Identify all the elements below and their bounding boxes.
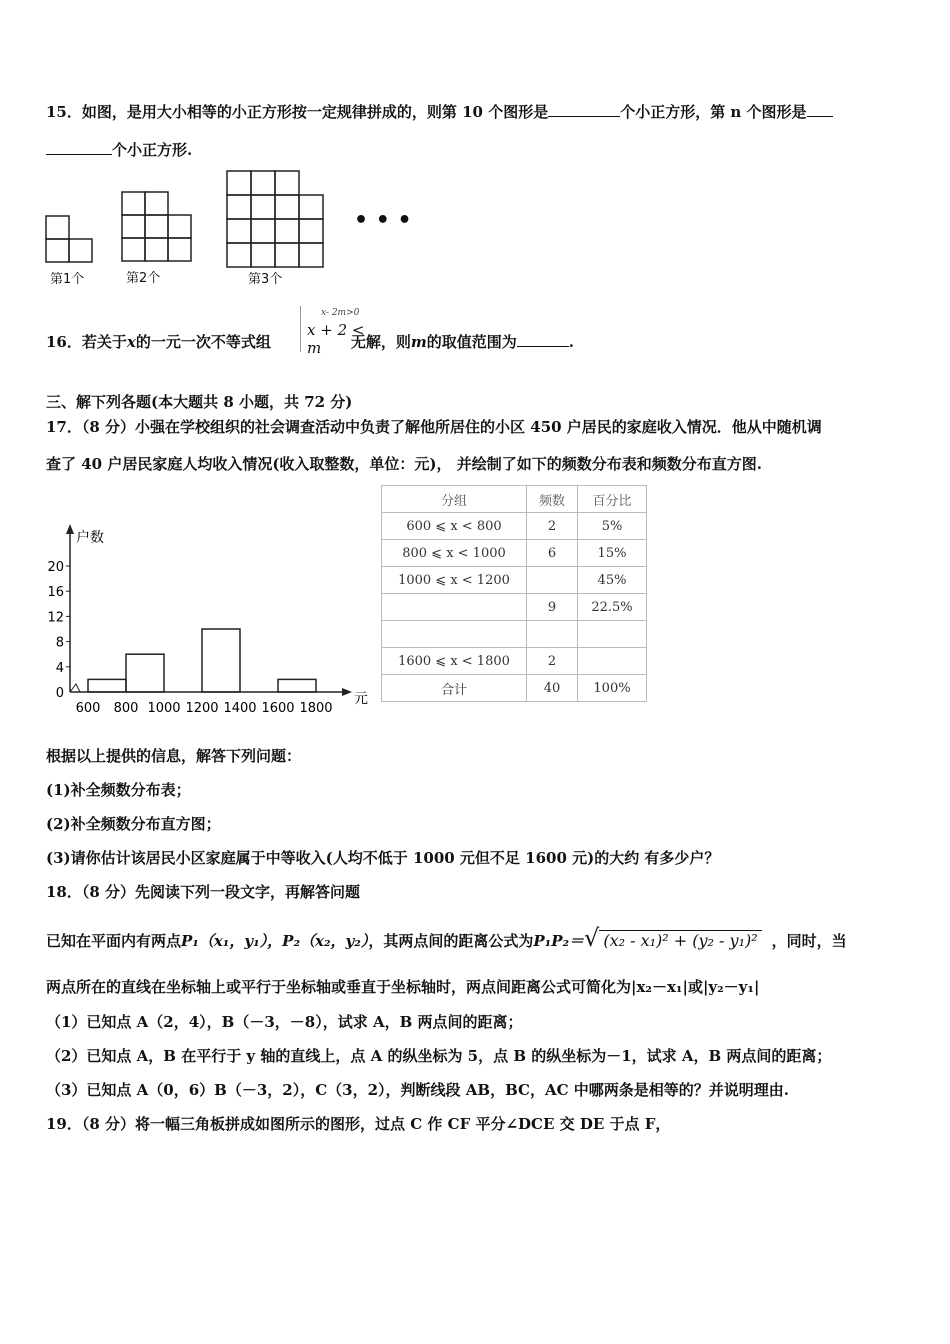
table-cell: 45% (578, 567, 647, 594)
table-row (382, 567, 647, 594)
q18-sub1: （1）已知点 A（2，4），B（－3，－8），试求 A，B 两点间的距离； (46, 1013, 523, 1031)
answer-blank[interactable] (517, 332, 569, 347)
q18-sub2: （2）已知点 A，B 在平行于 y 轴的直线上，点 A 的纵坐标为 5，点 B 的纵坐标为－1，试求 A，B 两点间的距离； (46, 1047, 832, 1065)
q18-title: 18．（8 分）先阅读下列一段文字，再解答问题 (46, 883, 361, 901)
table-cell[interactable] (578, 621, 647, 648)
y-tick-label: 4 (55, 660, 64, 676)
histogram-bar (126, 654, 164, 692)
q17-sub2: (2)补全频数分布直方图； (46, 815, 221, 833)
y-tick-label: 12 (47, 610, 64, 626)
q15-line1: 15．如图，是用大小相等的小正方形按一定规律拼成的，则第 10 个图形是 个小正方形，第 n 个图形是 (46, 102, 833, 122)
table-row (382, 675, 647, 702)
table-cell: 9 (527, 594, 578, 621)
table-cell[interactable] (527, 621, 578, 648)
figure-1-grid (46, 216, 92, 262)
table-cell[interactable] (382, 594, 527, 621)
q18-sub3: （3）已知点 A（0，6）B（－3，2），C（3，2），判断线段 AB，BC，AC 中哪两条是相等的？并说明理由. (46, 1081, 789, 1099)
q18-line2: 两点所在的直线在坐标轴上或平行于坐标轴或垂直于坐标轴时，两点间距离公式可简化为|x₂－x₁|或|y₂－y₁| (46, 978, 760, 996)
table-row (382, 648, 647, 675)
answer-blank[interactable] (807, 102, 833, 117)
table-cell: 22.5% (578, 594, 647, 621)
figure-1-caption: 第1个 (50, 272, 85, 287)
q17-sub1: (1)补全频数分布表； (46, 781, 191, 799)
y-tick-label: 20 (47, 560, 64, 575)
q19-line: 19．（8 分）将一幅三角板拼成如图所示的图形，过点 C 作 CF 平分∠DCE 交 DE 于点 F， (46, 1115, 671, 1133)
inequality-1: x- 2m>0 (321, 308, 360, 318)
frequency-histogram (40, 520, 380, 720)
table-cell: 合计 (382, 675, 527, 702)
table-header-cell: 分组 (382, 486, 527, 513)
table-cell: 800 ⩽ x < 1000 (382, 540, 527, 567)
x-tick-label: 600 (75, 701, 101, 716)
answer-blank[interactable] (548, 102, 620, 117)
answer-blank[interactable] (46, 140, 112, 155)
x-tick-label: 1800 (299, 701, 333, 716)
q18-known: 已知在平面内有两点P₁（x₁，y₁），P₂（x₂，y₂），其两点间的距离公式为P₁P₂＝√ (x₂ - x₁)² + (y₂ - y₁)² ，同时，当 (46, 924, 847, 952)
sqrt-sign-icon: √ (584, 924, 600, 952)
x-tick-label: 1400 (223, 701, 257, 716)
q17-sub3: (3)请你估计该居民小区家庭属于中等收入(人均不低于 1000 元但不足 1600 元)的大约 有多少户？ (46, 849, 720, 867)
y-tick-label: 8 (55, 635, 64, 651)
table-cell[interactable] (527, 567, 578, 594)
frequency-table (381, 485, 647, 702)
table-row (382, 621, 647, 648)
section-3-heading: 三、解下列各题(本大题共 8 小题，共 72 分) (46, 393, 353, 411)
table-row (382, 540, 647, 567)
q16-line: 16．若关于x的一元一次不等式组 无解，则m的取值范围为 . (46, 333, 574, 351)
frequency-table-wrap (381, 485, 647, 702)
figure-3-caption: 第3个 (248, 272, 283, 287)
distance-formula: (x₂ - x₁)² + (y₂ - y₁)² (599, 930, 761, 951)
q17-line2: 查了 40 户居民家庭人均收入情况(收入取整数，单位：元)， 并绘制了如下的频数分布表和频数分布直方图. (46, 455, 762, 473)
figure-2-caption: 第2个 (126, 271, 161, 286)
figure-3-grid (227, 171, 323, 267)
table-cell[interactable] (578, 648, 647, 675)
table-cell: 600 ⩽ x < 800 (382, 513, 527, 540)
histogram-bar (202, 629, 240, 692)
table-row (382, 594, 647, 621)
x-axis-arrow (342, 688, 352, 696)
histogram-bar (88, 679, 126, 692)
table-cell: 15% (578, 540, 647, 567)
table-cell: 5% (578, 513, 647, 540)
axis-break-mark (70, 684, 80, 692)
inequality-2: x + 2 < m (307, 321, 365, 357)
table-cell: 1600 ⩽ x < 1800 (382, 648, 527, 675)
table-header-cell: 百分比 (578, 486, 647, 513)
histogram-bar (278, 679, 316, 692)
table-cell[interactable] (382, 621, 527, 648)
table-cell: 1000 ⩽ x < 1200 (382, 567, 527, 594)
table-header-cell: 频数 (527, 486, 578, 513)
q17-after: 根据以上提供的信息，解答下列问题： (46, 747, 302, 765)
table-cell: 6 (527, 540, 578, 567)
y-axis-arrow (66, 524, 74, 534)
x-tick-label: 1000 (147, 701, 181, 716)
ellipsis-dots: • • • (354, 208, 412, 233)
table-row (382, 513, 647, 540)
table-cell: 100% (578, 675, 647, 702)
x-tick-label: 1600 (261, 701, 295, 716)
x-tick-label: 1200 (185, 701, 219, 716)
table-cell: 2 (527, 513, 578, 540)
y-tick-label: 0 (55, 686, 64, 701)
table-header-row (382, 486, 647, 513)
x-tick-label: 800 (113, 701, 139, 716)
q15-line2: 个小正方形. (46, 140, 192, 160)
figure-2-grid (122, 192, 191, 261)
table-cell: 2 (527, 648, 578, 675)
q17-line1: 17．（8 分）小强在学校组织的社会调查活动中负责了解他所居住的小区 450 户居民的家庭收入情况．他从中随机调 (46, 418, 822, 436)
table-cell: 40 (527, 675, 578, 702)
x-axis-label: 元 (354, 691, 368, 707)
y-axis-label: 户数 (76, 530, 104, 546)
y-tick-label: 16 (47, 585, 64, 601)
